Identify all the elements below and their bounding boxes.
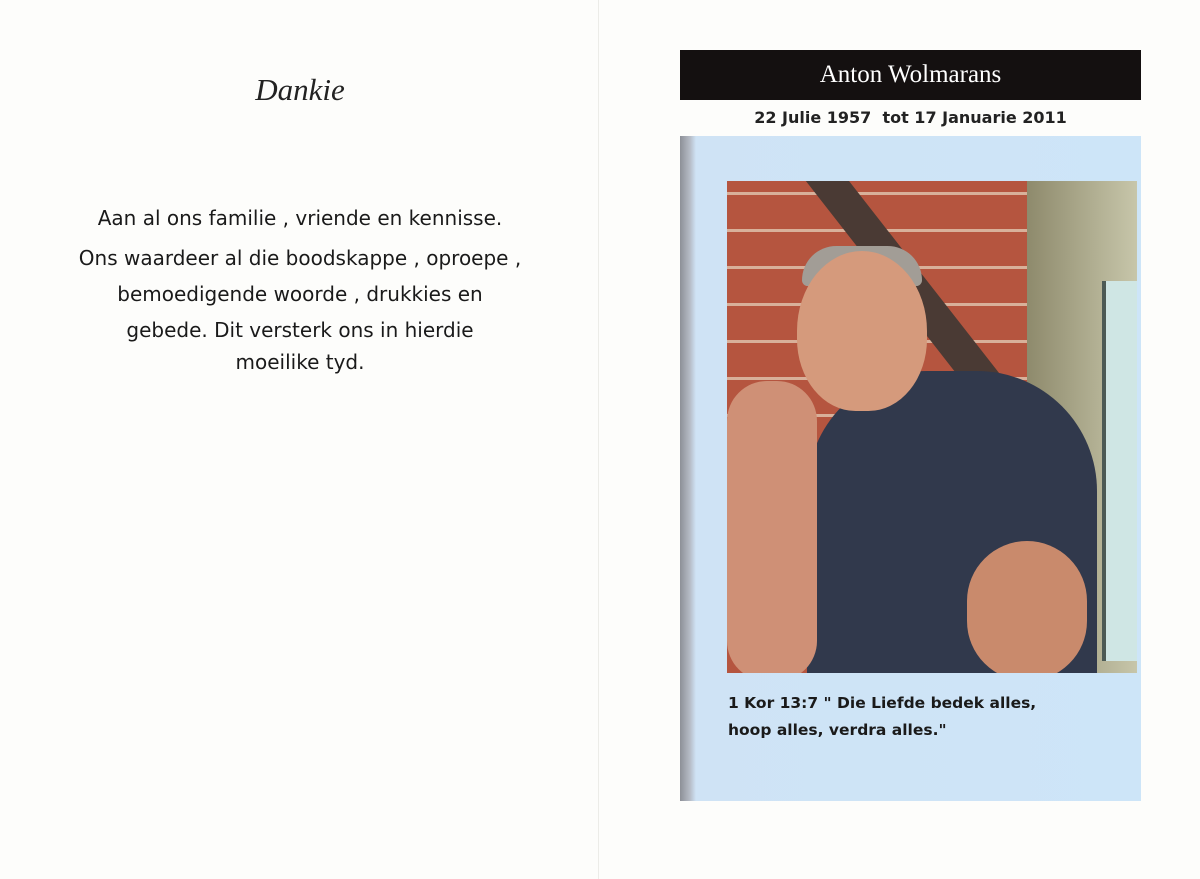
message-line: gebede. Dit versterk ons in hierdie [126, 318, 474, 342]
page-fold [598, 0, 599, 879]
message-line: bemoedigende woorde , drukkies en [117, 282, 483, 306]
verse-line: 1 Kor 13:7 " Die Liefde bedek alles, [728, 694, 1037, 712]
bible-verse [728, 690, 1128, 744]
message-line: Ons waardeer al die boodskappe , oproepe , [78, 246, 522, 270]
thanks-title: Dankie [255, 72, 345, 107]
thanks-message [40, 200, 560, 380]
life-dates: 22 Julie 1957 tot 17 Januarie 2011 [754, 108, 1067, 127]
message-line: Aan al ons familie , vriende en kennisse. [97, 206, 503, 230]
message-line: moeilike tyd. [235, 350, 365, 374]
portrait-photo [727, 181, 1137, 673]
name-banner: Anton Wolmarans [680, 50, 1141, 100]
verse-line: hoop alles, verdra alles." [728, 721, 947, 739]
